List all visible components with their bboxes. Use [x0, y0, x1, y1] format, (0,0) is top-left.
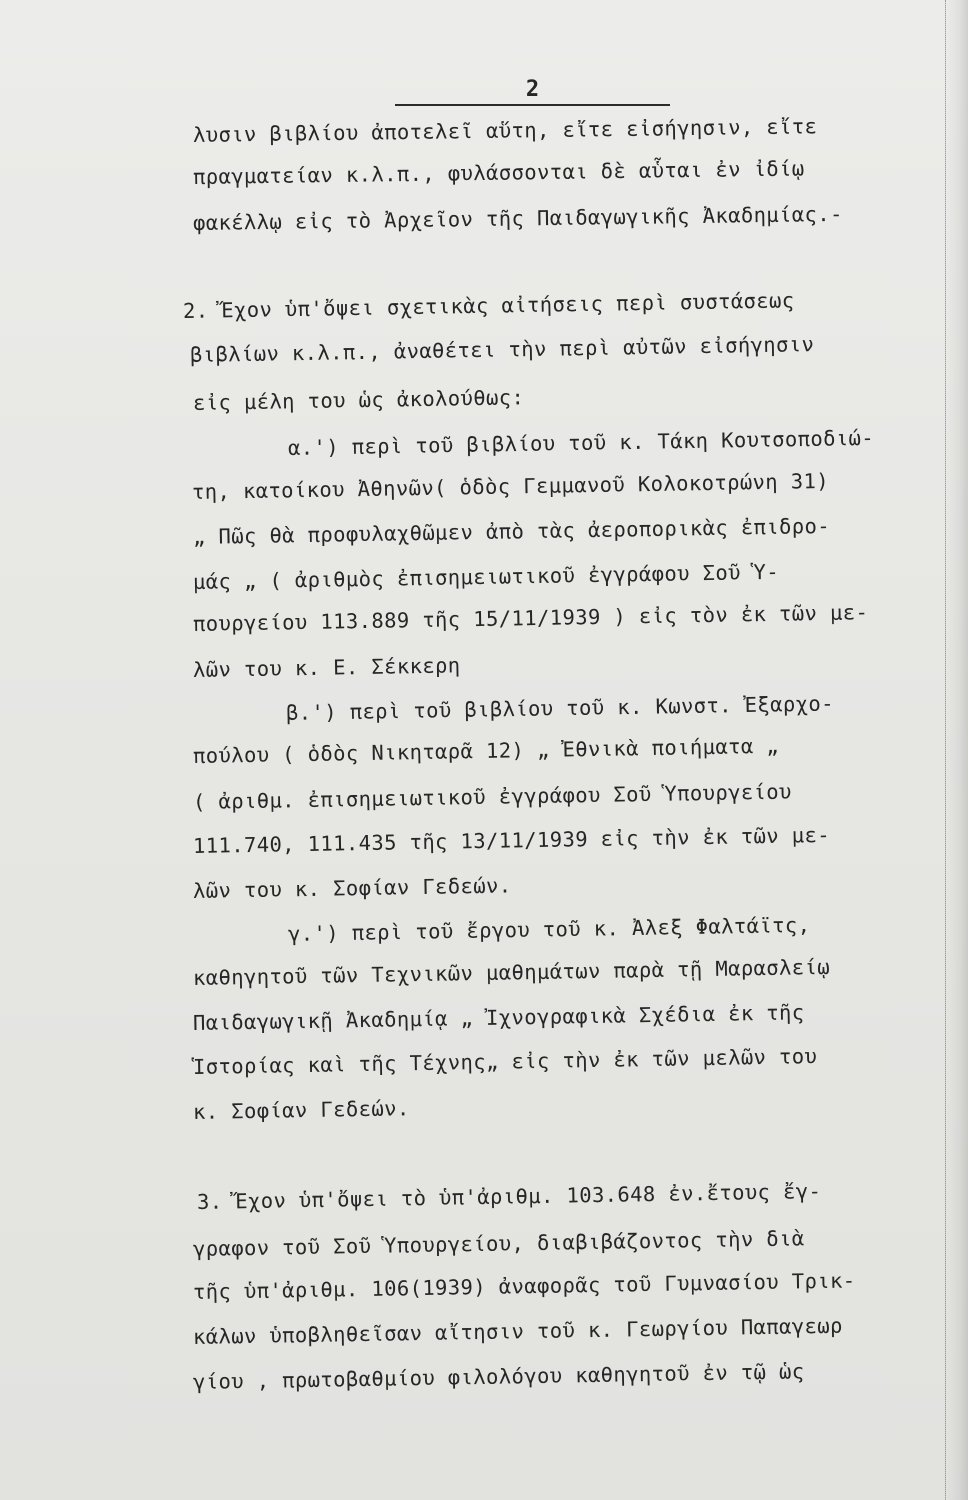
text-line: ( ἀριθμ. ἐπισημειωτικοῦ ἐγγράφου Σοῦ Ὑπουργείου: [192, 779, 793, 814]
page-number: 2: [525, 77, 540, 102]
text-line: Ἱστορίας καὶ τῆς Τέχνης„ εἰς τὴν ἐκ τῶν μελῶν του: [192, 1044, 818, 1079]
bleed-through-texture: [140, 150, 920, 1300]
text-line: τῆς ὑπ'ἀριθμ. 106(1939) ἀναφορᾶς τοῦ Γυμνασίου Τρικ-: [192, 1268, 856, 1304]
text-line: Παιδαγωγικῇ Ἀκαδημίᾳ „ Ἰχνογραφικὰ Σχέδια ἐκ τῆς: [192, 1000, 805, 1035]
text-line: τη, κατοίκου Ἀθηνῶν( ὁδὸς Γεμμανοῦ Κολοκοτρώνη 31): [191, 468, 830, 504]
text-line: 2. Ἔχον ὑπ'ὄψει σχετικὰς αἰτήσεις περὶ συστάσεως: [182, 288, 795, 323]
text-line: μάς „ ( ἀριθμὸς ἐπισημειωτικοῦ ἐγγράφου Σοῦ Ὑ-: [192, 559, 780, 594]
page-header-rule: [395, 70, 670, 106]
text-line: α.') περὶ τοῦ βιβλίου τοῦ κ. Τάκη Κουτσοποδιώ-: [287, 425, 875, 460]
text-line: 111.740, 111.435 τῆς 13/11/1939 εἰς τὴν ἐκ τῶν με-: [192, 822, 831, 858]
text-line: λυσιν βιβλίου ἀποτελεῖ αὕτη, εἴτε εἰσήγησιν, εἴτε: [192, 114, 818, 147]
text-line: κάλων ὑποβληθεῖσαν αἴτησιν τοῦ κ. Γεωργίου Παπαγεωρ: [192, 1313, 843, 1349]
text-line: λῶν του κ. Σοφίαν Γεδεών.: [192, 873, 512, 903]
text-line: β.') περὶ τοῦ βιβλίου τοῦ κ. Κωνστ. Ἐξαρχο-: [285, 691, 835, 725]
text-line: „ Πῶς θὰ προφυλαχθῶμεν ἀπὸ τὰς ἀεροπορικὰς ἐπιδρο-: [192, 513, 831, 549]
text-line: πούλου ( ὁδὸς Νικηταρᾶ 12) „ Ἐθνικὰ ποιήματα „: [192, 733, 780, 768]
text-line: 3. Ἔχον ὑπ'ὄψει τὸ ὑπ'ἀριθμ. 103.648 ἐν.ἔτους ἔγ-: [196, 1179, 822, 1214]
text-line: λῶν του κ. Ε. Σέκκερη: [192, 653, 461, 682]
text-line: πουργείου 113.889 τῆς 15/11/1939 ) εἰς τὸν ἐκ τῶν με-: [192, 600, 869, 636]
text-line: γίου , πρωτοβαθμίου φιλολόγου καθηγητοῦ ἐν τῷ ὡς: [192, 1359, 805, 1394]
text-line: γραφον τοῦ Σοῦ Ὑπουργείου, διαβιβάζοντος τὴν διὰ: [192, 1226, 805, 1261]
text-line: πραγματείαν κ.λ.π., φυλάσσονται δὲ αὗται ἐν ἰδίῳ: [192, 156, 805, 189]
page-edge-shadow: [945, 0, 968, 1500]
text-line: καθηγητοῦ τῶν Τεχνικῶν μαθημάτων παρὰ τῇ Μαρασλείῳ: [192, 954, 831, 990]
text-line: εἰς μέλη του ὡς ἀκολούθως:: [192, 385, 525, 415]
text-line: γ.') περὶ τοῦ ἔργου τοῦ κ. Ἀλεξ Φαλτάϊτς,: [287, 912, 811, 946]
text-line: βιβλίων κ.λ.π., ἀναθέτει τὴν περὶ αὐτῶν εἰσήγησιν: [189, 332, 815, 367]
text-line: κ. Σοφίαν Γεδεών.: [192, 1096, 410, 1124]
text-line: φακέλλῳ εἰς τὸ Ἀρχεῖον τῆς Παιδαγωγικῆς Ἀκαδημίας.-: [192, 201, 843, 235]
